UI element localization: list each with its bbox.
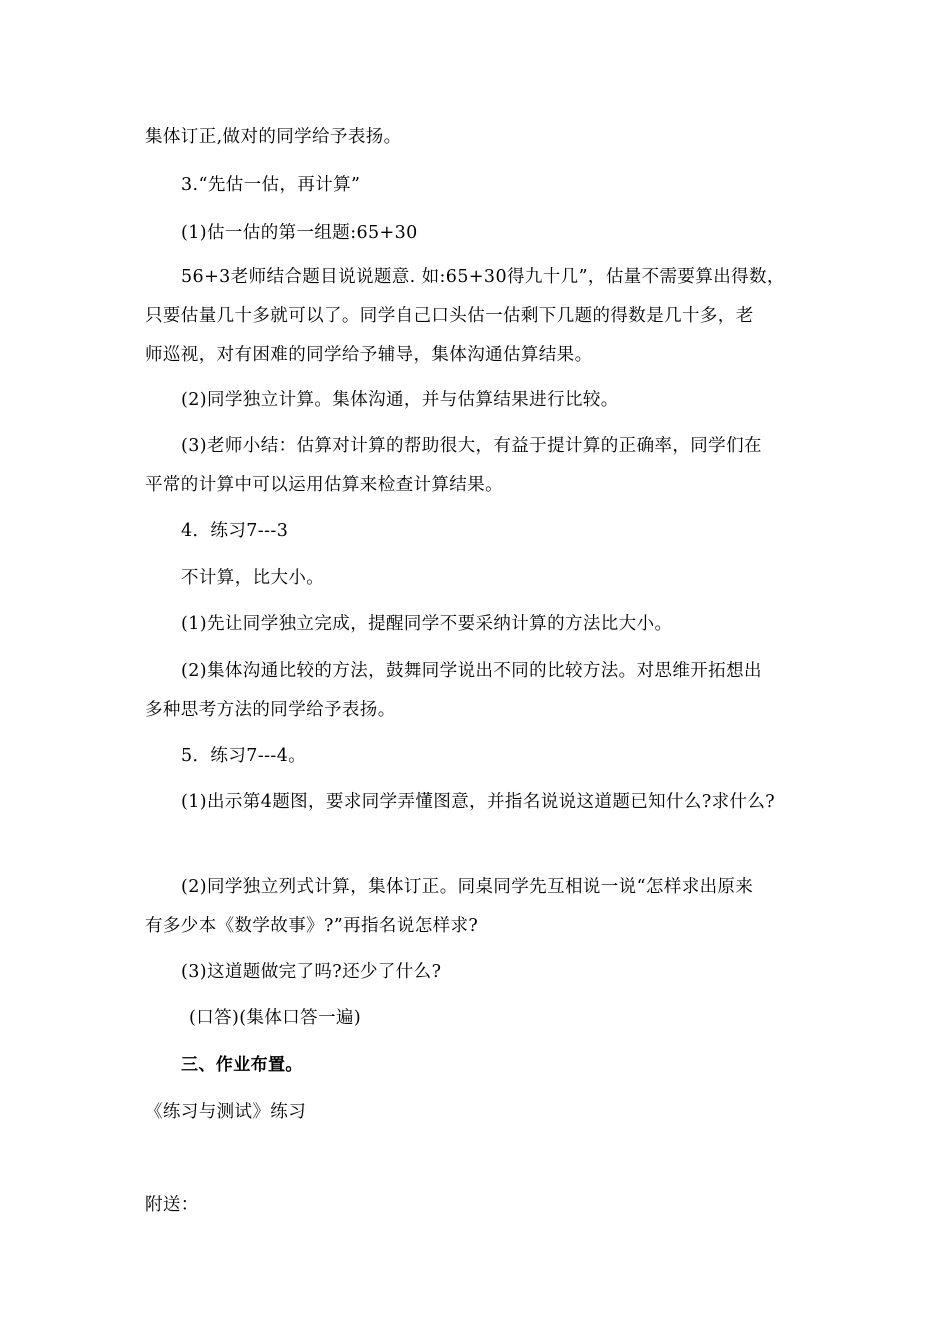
heading-exercise-7-4: 5．练习7---4。: [181, 746, 307, 766]
paragraph-line-5: 只要估量几十多就可以了。同学自己口头估一估剩下几题的得数是几十多，老: [145, 306, 754, 326]
paragraph-line-19: (3)这道题做完了吗?还少了什么?: [181, 962, 442, 982]
paragraph-line-6: 师巡视，对有困难的同学给予辅导，集体沟通估算结果。: [145, 345, 593, 365]
paragraph-line-13: (2)集体沟通比较的方法，鼓舞同学说出不同的比较方法。对思维开拓想出: [181, 661, 762, 681]
paragraph-line-3: (1)估一估的第一组题:65+30: [181, 223, 418, 243]
paragraph-line-1: 集体订正,做对的同学给予表扬。: [145, 127, 402, 147]
paragraph-line-16: (1)出示第4题图，要求同学弄懂图意，并指名说说这道题已知什么?求什么?: [181, 792, 776, 812]
paragraph-line-9: 平常的计算中可以运用估算来检查计算结果。: [145, 475, 503, 495]
paragraph-line-12: (1)先让同学独立完成，提醒同学不要采纳计算的方法比大小。: [181, 614, 673, 634]
heading-exercise-7-3: 4．练习7---3: [181, 521, 289, 541]
paragraph-line-17: (2)同学独立列式计算，集体订正。同桌同学先互相说一说“怎样求出原来: [181, 877, 754, 897]
paragraph-line-8: (3)老师小结：估算对计算的帮助很大，有益于提计算的正确率，同学们在: [181, 436, 762, 456]
appendix-label: 附送：: [145, 1195, 199, 1215]
paragraph-line-7: (2)同学独立计算。集体沟通，并与估算结果进行比较。: [181, 390, 619, 410]
paragraph-line-22: 《练习与测试》练习: [145, 1102, 307, 1122]
paragraph-line-14: 多种思考方法的同学给予表扬。: [145, 700, 396, 720]
section-heading-homework: 三、作业布置。: [181, 1055, 303, 1075]
paragraph-line-20: (口答)(集体口答一遍): [189, 1008, 362, 1028]
paragraph-line-18: 有多少本《数学故事》?”再指名说怎样求?: [145, 916, 479, 936]
paragraph-line-4: 56+3老师结合题目说说题意. 如:65+30得九十几”，估量不需要算出得数，: [181, 267, 785, 287]
heading-estimate-then-calculate: 3.“先估一估，再计算”: [181, 175, 361, 195]
paragraph-line-11: 不计算，比大小。: [181, 568, 325, 588]
